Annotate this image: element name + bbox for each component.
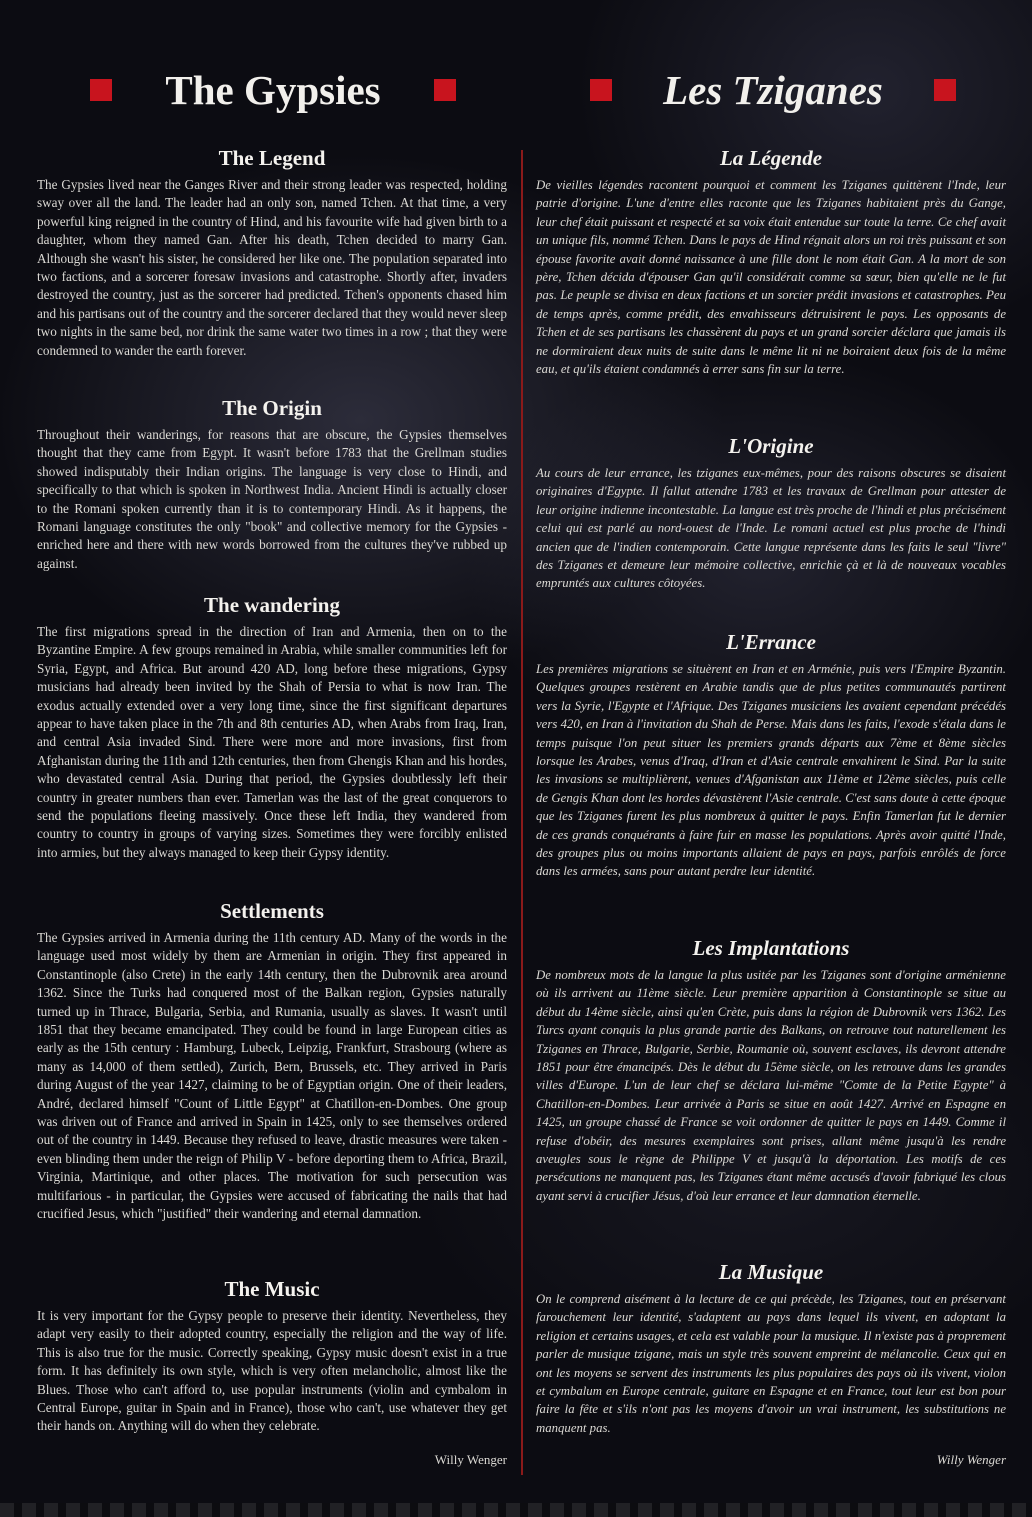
section-origin [37,396,507,573]
section-heading: Settlements [220,899,324,923]
section-legende [536,146,1006,378]
red-square-icon [90,79,112,101]
french-title-row [590,66,956,114]
section-heading: The Legend [218,146,326,170]
section-heading: L'Origine [728,434,814,458]
section-errance [536,630,1006,881]
column-divider [521,150,523,1475]
bottom-edge-strip [0,1503,1032,1517]
section-implantations [536,936,1006,1205]
section-origine [536,434,1006,593]
section-heading: La Légende [719,146,823,170]
french-title: Les Tziganes [663,67,883,113]
section-musique [536,1260,1006,1437]
section-body: The Gypsies arrived in Armenia during the 11th century AD. Many of the words in the language used most widely by them are Armenian in origin. They first appeared in Constantinople (also Crete) in the early 14th century, then the Dubrovnik area around 1362. Since the Turks had conquered most of the Balkan region, Gypsies naturally turned up in Thrace, Bulgaria, Serbia, and Rumania, usually as slaves. It wasn't until 1851 that they became emancipated. They could be found in large European cities as early as the 15th century : Hamburg, Lubeck, Leipzig, Frankfurt, Strasbourg (where as many as 14,000 of them settled), Zurich, Bern, Brussels, etc. They arrived in Paris during August of the year 1427, claiming to be of Egyptian origin. One of their leaders, André, declared himself "Count of Little Egypt" at Chatillon-en-Dombes. One group was driven out of France and arrived in Spain in 1425, only to see themselves ordered out of the country in 1449. Because they refused to leave, drastic measures were taken - even blinding them under the reign of Philip V - before deporting them to Africa, Brazil, Virginia, Martinique, and other places. The motivation for such persecution was multifarious - in particular, the Gypsies were accused of fabricating the nails that had crucified Jesus, which "justified" their wandering and eternal damnation. [37,930,507,1222]
red-square-icon [934,79,956,101]
section-music [37,1277,507,1436]
section-heading: L'Errance [726,630,816,654]
section-body: It is very important for the Gypsy people to preserve their identity. Nevertheless, they adapt very easily to their adopted country, especially the religion and the way of life. This is also true for the music. Correctly speaking, Gypsy music doesn't exist in a true form. It has definitely its own style, which is very often melancholic, almost like the Blues. Those who can't afford to, use popular instruments (violin and cymbalom in Central Europe, guitar in Spain and in France), those who can't, use whatever they get their hands on. Anything will do when they celebrate. [37,1308,507,1434]
section-settlements [37,899,507,1224]
red-square-icon [434,79,456,101]
section-heading: Les Implantations [692,936,850,960]
section-heading: The wandering [204,593,340,617]
section-heading: La Musique [718,1260,824,1284]
author-signature: Willy Wenger [434,1452,507,1467]
section-body: Au cours de leur errance, les tziganes eux-mêmes, pour des raisons obscures se disaient originaires d'Egypte. Il fallut attendre 1783 et les travaux de Grellman pour attester de leur origine indienne incontestable. La langue est très proche de l'hindi et plus précisément celui qui est parlé au nord-ouest de l'Inde. Le romani actuel est plus proche de l'hindi ancien que de l'indien contemporain. Cette langue représente dans les faits le seul "livre" des Tziganes et demeure leur mémoire collective, enrichie çà et là de nouveaux vocables empruntés aux cultures côtoyées. [536,466,1006,591]
section-body: The first migrations spread in the direction of Iran and Armenia, then on to the Byzantine Empire. A few groups remained in Arabia, while smaller communities left for Syria, Egypt, and Africa. But around 420 AD, long before these migrations, Gypsy musicians had already been invited by the Shah of Persia to what is now Iran. The exodus actually extended over a very long time, since the first significant departures appear to have taken place in the 7th and 8th centuries AD, when Arabs from Iraq, Iran, and central Asia invaded Sind. There were more and more invasions, first from Afghanistan during the 11th and 12th centuries, then from Ghengis Khan and his hordes, who devastated central Asia. During that period, the Gypsies doubtlessly left their country in greater numbers than ever. Tamerlan was the last of the great conquerors to send the populations fleeing massively. Once these left India, they wandered from country to country in groups of varying sizes. Sometimes they were forcibly enlisted into armies, but they always managed to keep their Gypsy identity. [37,624,507,860]
section-wandering [37,593,507,862]
section-body: Throughout their wanderings, for reasons that are obscure, the Gypsies themselves thought that they came from Egypt. It wasn't before 1783 that the Grellman studies showed indisputably their Indian origins. The language is very close to Hindi, and specifically to that which is spoken in Northwest India. Ancient Hindi is actually closer to the Romani spoken currently than it is to contemporary Hindi. As it happens, the Romani language constitutes the only "book" and collective memory for the Gypsies - enriched here and there with new words borrowed from the cultures they've rubbed up against. [37,427,507,571]
english-title: The Gypsies [165,67,381,113]
section-body: De vieilles légendes racontent pourquoi et comment les Tziganes quittèrent l'Inde, leur patrie d'origine. L'une d'entre elles raconte que les Tziganes habitaient près du Gange, leur chef était puissant et respecté et sa voix était entendue sur toute la terre. Ce chef avait un unique fils, nommé Tchen. Dans le pays de Hind régnait alors un roi très puissant et son épouse favorite avait donné naissance à une fille dont le nom était Gan. A la mort de son père, Tchen décida d'épouser Gan qu'il considérait comme sa sœur, bien qu'elle ne le fut pas. Le peuple se divisa en deux factions et un sorcier prédit invasions et catastrophes. Peu de temps après, comme prédit, des envahisseurs détruisirent le pays. Les opposants de Tchen et de ses partisans les chassèrent du pays et un grand sorcier déclara que jamais ils ne dormiraient deux nuits de suite dans le même lit ni ne boiraient deux fois de la même eau, et qu'ils étaient condamnés à errer sans fin sur la terre. [536,178,1006,377]
section-body: The Gypsies lived near the Ganges River and their strong leader was respected, holding sway over all the land. The leader had an only son, named Tchen. At that time, a very powerful king reigned in the country of Hind, and his favourite wife had given birth to a daughter, whom they named Gan. After his death, Tchen decided to marry Gan. Although she wasn't his sister, he considered her like one. The population separated into two factions, and a sorcerer foresaw invasions and catastrophe. Shortly after, invaders destroyed the country, just as the sorcerer had predicted. Tchen's opponents chased him and his partisans out of the country and the sorcerer declared that they would never sleep two nights in the same bed, nor drink the same water two times in a row ; that they were condemned to wander the earth forever. [37,177,507,358]
author-signature: Willy Wenger [936,1452,1006,1467]
section-heading: The Origin [222,396,322,420]
section-body: On le comprend aisément à la lecture de ce qui précède, les Tziganes, tout en préservant farouchement leur identité, s'adaptent au pays dans lequel ils vivent, en adoptant la religion et certains usages, et cela est valable pour la musique. Il n'existe pas à proprement parler de musique tzigane, mais un style très souvent empreint de mélancolie. Ceux qui en ont les moyens se servent des instruments les plus populaires des pays où ils vivent, violon et cymbalum en Europe centrale, guitare en Espagne et en France, tout leur est bon pour faire la fête et s'ils n'ont pas les moyens d'avoir un vrai instrument, les substitutions ne manquent pas. [536,1292,1006,1435]
section-body: Les premières migrations se situèrent en Iran et en Arménie, puis vers l'Empire Byzantin. Quelques groupes restèrent en Arabie tandis que de plus petites communautés partirent vers la Syrie, l'Egypte et l'Afrique. Des Tziganes musiciens les avaient cependant précédés vers 420, en Iran à l'invitation du Shah de Perse. Mais dans les faits, l'exode s'étala dans le temps puisque l'on peut situer les premiers grands départs aux 7ème et 8ème siècles lorsque les Arabes, venus d'Iraq, d'Iran et d'Asie centrale envahirent le Sind. Par la suite les invasions se multiplièrent, venues d'Afganistan aux 11ème et 12ème siècles, puis celle de Gengis Khan dont les hordes dévastèrent l'Asie centrale. C'est sans doute à cette époque que les Tziganes furent les plus nombreux à quitter le pays. Enfin Tamerlan fut le dernier de ces grands conquérants à faire fuir en masse les populations. Après avoir quitté l'Inde, des groupes plus ou moins importants allaient de pays en pays, parfois enrôlés de force dans les armées, sans pour autant perdre leur identité. [536,662,1006,879]
section-heading: The Music [224,1277,320,1301]
english-title-row [90,66,456,114]
red-square-icon [590,79,612,101]
section-body: De nombreux mots de la langue la plus usitée par les Tziganes sont d'origine arménienne où ils arrivent au 11ème siècle. Leur première apparition à Constantinople se situe au début du 14ème siècle, ainsi qu'en Crète, puis dans la région de Dubrovnik vers 1362. Les Turcs ayant conquis la plus grande partie des Balkans, on retrouve tout naturellement les Tziganes en Thrace, Bulgarie, Serbie, Roumanie où, souvent esclaves, ils devront attendre 1851 pour être émancipés. Dès le début du 15ème siècle, on les retrouve dans les grandes villes d'Europe. L'un de leur chef se déclara lui-même "Comte de la Petite Egypte" à Chatillon-en-Dombes. Leur arrivée à Paris se situe en août 1427. Arrivé en Espagne en 1425, un groupe chassé de France se voit ordonner de quitter le pays en 1449. Comme il refuse d'obéir, des mesures exemplaires sont prises, allant même jusqu'à les rendre aveugles sous le règne de Philippe V et jusqu'à la déportation. Les motifs de ces persécutions ne manquent pas, les Tziganes étant même accusés d'avoir fabriqué les clous ayant servi à crucifier Jésus, d'où leur errance et leur damnation éternelle. [536,968,1006,1203]
section-legend [37,146,507,360]
